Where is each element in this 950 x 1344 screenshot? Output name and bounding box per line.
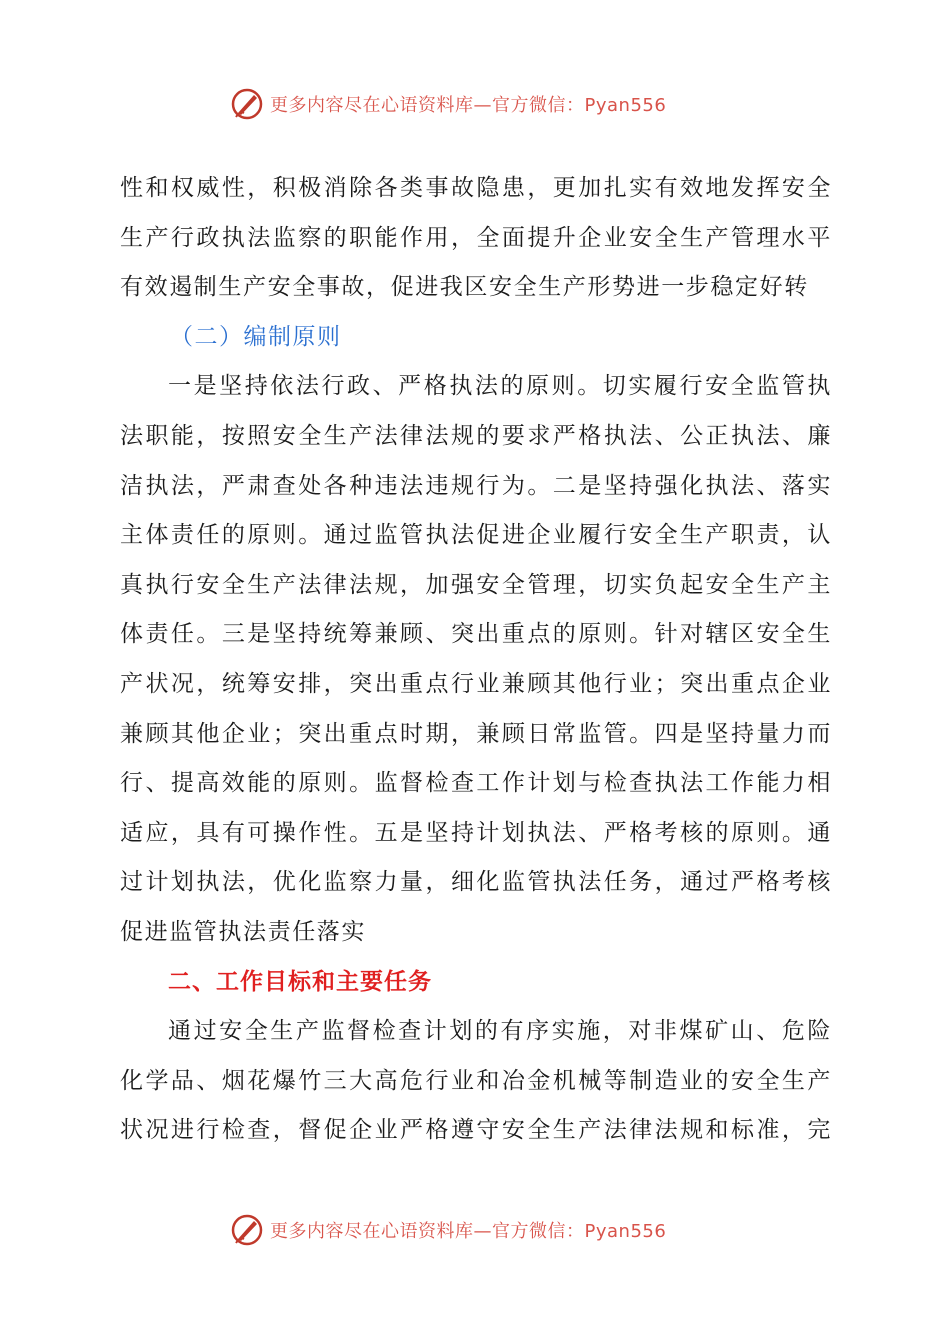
- paragraph-continuation: 性和权威性，积极消除各类事故隐患，更加扎实有效地发挥安全生产行政执法监察的职能作用，全面提升企业安全生产管理水平有效遏制生产安全事故，促进我区安全生产形势进一步稳定好转: [120, 175, 832, 301]
- paragraph-principles: 一是坚持依法行政、严格执法的原则。切实履行安全监管执法职能，按照安全生产法律法规的要求严格执法、公正执法、廉洁执法，严肃查处各种违法违规行为。二是坚持强化执法、落实主体责任的原则。通过监管执法促进企业履行安全生产职责，认真执行安全生产法律法规，加强安全管理，切实负起安全生产主体责任。三是坚持统筹兼顾、突出重点的原则。针对辖区安全生产状况，统筹安排，突出重点行业兼顾其他行业；突出重点企业兼顾其他企业；突出重点时期，兼顾日常监管。四是坚持量力而行、提高效能的原则。监督检查工作计划与检查执法工作能力相适应，具有可操作性。五是坚持计划执法、严格考核的原则。通过计划执法，优化监察力量，细化监管执法任务，通过严格考核促进监管执法责任落实: [120, 373, 832, 945]
- sub-heading-principles: （二）编制原则: [170, 323, 342, 350]
- header-banner-text: 更多内容尽在心语资料库—官方微信：Pyan556: [270, 95, 667, 116]
- header-banner: [230, 86, 730, 122]
- footer-banner-text: 更多内容尽在心语资料库—官方微信：Pyan556: [270, 1221, 667, 1242]
- pen-logo-icon: [230, 87, 264, 121]
- document-body: [120, 164, 832, 1156]
- paragraph-goals: 通过安全生产监督检查计划的有序实施，对非煤矿山、危险化学品、烟花爆竹三大高危行业和冶金机械等制造业的安全生产状况进行检查，督促企业严格遵守安全生产法律法规和标准，完: [120, 1018, 832, 1144]
- section-heading-goals: 二、工作目标和主要任务: [168, 968, 432, 995]
- footer-banner: [230, 1212, 730, 1248]
- pen-logo-icon: [230, 1213, 264, 1247]
